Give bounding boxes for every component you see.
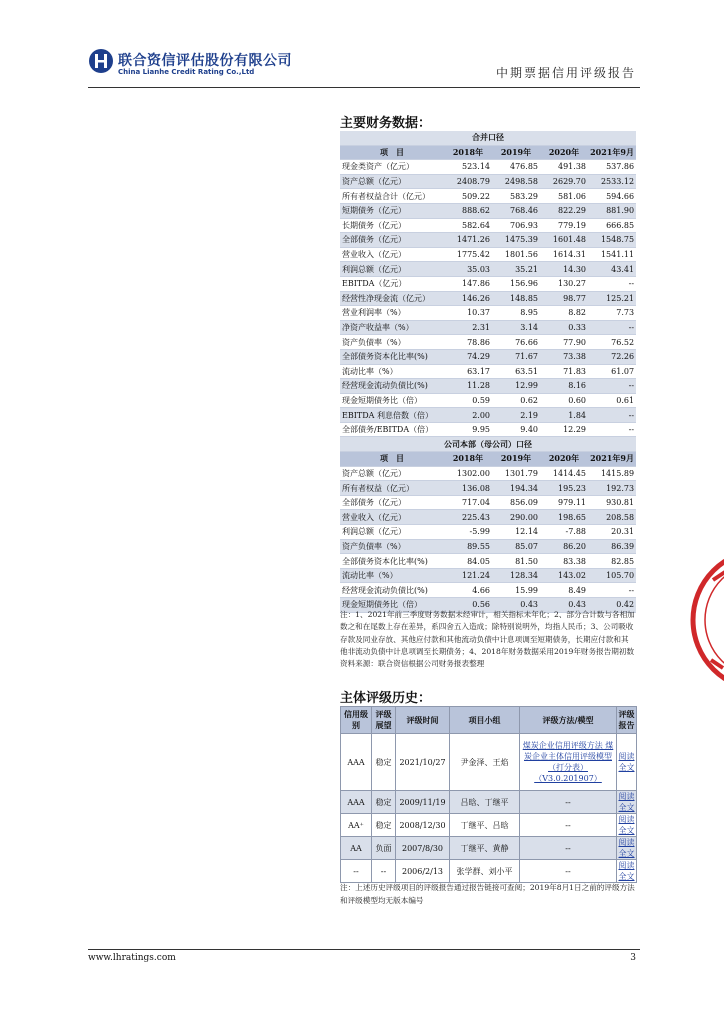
value-cell: 208.58 <box>588 510 636 525</box>
value-cell: 491.38 <box>540 160 588 175</box>
value-cell: -7.88 <box>540 525 588 540</box>
table-row <box>340 583 636 598</box>
table-row <box>340 262 636 277</box>
value-cell: 523.14 <box>444 160 492 175</box>
financial-notes <box>340 609 636 670</box>
value-cell: 143.02 <box>540 568 588 583</box>
value-cell: 3.14 <box>492 320 540 335</box>
value-cell: 225.43 <box>444 510 492 525</box>
company-name-en: China Lianhe Credit Rating Co.,Ltd <box>118 68 255 76</box>
row-label-cell: 净资产收益率（%） <box>340 320 444 335</box>
value-cell: 43.41 <box>588 262 636 277</box>
row-label-cell: 流动比率（%） <box>340 364 444 379</box>
value-cell: 0.43 <box>492 598 540 613</box>
value-cell: -- <box>588 379 636 394</box>
value-cell: 706.93 <box>492 218 540 233</box>
history-cell-level: AAA <box>341 791 372 814</box>
history-cell-level: -- <box>341 860 372 883</box>
value-cell: 11.28 <box>444 379 492 394</box>
history-row <box>341 860 637 883</box>
table-row <box>340 422 636 437</box>
value-cell: 1475.39 <box>492 233 540 248</box>
value-cell: 2.00 <box>444 408 492 423</box>
row-label-cell: 全部债务资本化比率(%) <box>340 554 444 569</box>
value-cell: 0.61 <box>588 393 636 408</box>
value-cell: 888.62 <box>444 203 492 218</box>
history-cell-outlook: -- <box>372 860 396 883</box>
table-row <box>340 320 636 335</box>
value-cell: 130.27 <box>540 276 588 291</box>
value-cell: 666.85 <box>588 218 636 233</box>
value-cell: 768.46 <box>492 203 540 218</box>
history-note: 注：上述历史评级项目的评级报告通过报告链接可查阅；2019年8月1日之前的评级方法和评级模型均无版本编号 <box>340 883 635 905</box>
value-cell: 121.24 <box>444 568 492 583</box>
table-row <box>340 495 636 510</box>
header-divider <box>88 87 640 88</box>
row-label-cell: 利润总额（亿元） <box>340 525 444 540</box>
column-header-year: 2021年9月 <box>588 145 636 160</box>
parent-section-header-label: 公司本部（母公司）口径 <box>340 437 636 452</box>
value-cell: 8.49 <box>540 583 588 598</box>
history-cell-date: 2021/10/27 <box>396 734 450 791</box>
value-cell: 583.29 <box>492 189 540 204</box>
history-cell-date: 2008/12/30 <box>396 814 450 837</box>
value-cell: 509.22 <box>444 189 492 204</box>
table-row <box>340 393 636 408</box>
value-cell: 194.34 <box>492 481 540 496</box>
table-row <box>340 203 636 218</box>
read-report-link[interactable]: 阅读全文 <box>618 838 635 858</box>
value-cell: 77.90 <box>540 335 588 350</box>
value-cell: -- <box>588 320 636 335</box>
value-cell: 156.96 <box>492 276 540 291</box>
row-label-cell: 现金类资产（亿元） <box>340 160 444 175</box>
value-cell: 148.85 <box>492 291 540 306</box>
column-header-year: 2018年 <box>444 145 492 160</box>
history-cell-team: 丁继平、吕晗 <box>450 814 520 837</box>
value-cell: 12.29 <box>540 422 588 437</box>
value-cell: 856.09 <box>492 495 540 510</box>
history-cell-level: AA <box>341 837 372 860</box>
value-cell: 146.26 <box>444 291 492 306</box>
history-cell-method: -- <box>520 814 617 837</box>
value-cell: 594.66 <box>588 189 636 204</box>
row-label-cell: 资产总额（亿元） <box>340 466 444 481</box>
history-cell-date: 2009/11/19 <box>396 791 450 814</box>
value-cell: 1614.31 <box>540 247 588 262</box>
column-header-year: 2020年 <box>540 145 588 160</box>
table-row <box>340 291 636 306</box>
value-cell: 0.59 <box>444 393 492 408</box>
page-header <box>0 0 724 100</box>
row-label-cell: 流动比率（%） <box>340 568 444 583</box>
row-label-cell: 资产负债率（%） <box>340 539 444 554</box>
row-label-cell: 全部债务/EBITDA（倍） <box>340 422 444 437</box>
column-header-item: 项 目 <box>340 145 444 160</box>
row-label-cell: 资产负债率（%） <box>340 335 444 350</box>
row-label-cell: 全部债务（亿元） <box>340 495 444 510</box>
value-cell: 63.51 <box>492 364 540 379</box>
value-cell: 476.85 <box>492 160 540 175</box>
value-cell: 930.81 <box>588 495 636 510</box>
financial-source-text: 资料来源：联合资信根据公司财务报表整理 <box>340 659 485 669</box>
history-cell-method: -- <box>520 860 617 883</box>
history-row <box>341 734 637 791</box>
history-cell-team: 丁继平、黄静 <box>450 837 520 860</box>
value-cell: 147.86 <box>444 276 492 291</box>
history-column-header: 评级展望 <box>372 707 396 734</box>
value-cell: 195.23 <box>540 481 588 496</box>
value-cell: 1.84 <box>540 408 588 423</box>
history-row <box>341 814 637 837</box>
value-cell: 125.21 <box>588 291 636 306</box>
table-row <box>340 306 636 321</box>
value-cell: 2.19 <box>492 408 540 423</box>
table-row <box>340 379 636 394</box>
page-number: 3 <box>630 953 636 963</box>
table-row <box>340 554 636 569</box>
value-cell: 85.07 <box>492 539 540 554</box>
value-cell: 0.62 <box>492 393 540 408</box>
table-row <box>340 525 636 540</box>
table-row <box>340 568 636 583</box>
value-cell: 1775.42 <box>444 247 492 262</box>
column-header-year: 2021年9月 <box>588 452 636 467</box>
rating-method-link[interactable]: 煤炭企业信用评级方法 煤炭企业主体信用评级模型（打分表）（V3.0.201907） <box>520 734 617 791</box>
table-row <box>340 510 636 525</box>
row-label-cell: 利润总额（亿元） <box>340 262 444 277</box>
row-label-cell: 所有者权益（亿元） <box>340 481 444 496</box>
row-label-cell: 经营现金流动负债比(%) <box>340 379 444 394</box>
history-cell-date: 2006/2/13 <box>396 860 450 883</box>
history-column-header: 评级方法/模型 <box>520 707 617 734</box>
value-cell: 582.64 <box>444 218 492 233</box>
row-label-cell: 经营现金流动负债比(%) <box>340 583 444 598</box>
history-cell-team: 尹金泽、王焰 <box>450 734 520 791</box>
value-cell: 63.17 <box>444 364 492 379</box>
read-report-link[interactable]: 阅读全文 <box>618 815 635 835</box>
row-label-cell: EBITDA 利息倍数（倍） <box>340 408 444 423</box>
history-header-row <box>341 707 637 734</box>
value-cell: 14.30 <box>540 262 588 277</box>
financial-note-text: 注：1、2021年前三季度财务数据未经审计，相关指标未年化；2、部分合计数与各相加数之和在尾数上存在差异，系四舍五入造成；除特别说明外，均指人民币；3、公司吸收存款及同业存放、其他应付款和其他流动负债中计息项调至短期债务，长期应付款和其他非流动负债中计息项调至长期债务；4、2018年财务数据采用2019年财务报告期初数 <box>340 610 635 656</box>
row-label-cell: EBITDA（亿元） <box>340 276 444 291</box>
value-cell: 192.73 <box>588 481 636 496</box>
history-cell-outlook: 稳定 <box>372 791 396 814</box>
value-cell: -- <box>588 422 636 437</box>
value-cell: 86.20 <box>540 539 588 554</box>
history-column-header: 评级报告 <box>617 707 637 734</box>
document-title: 中期票据信用评级报告 <box>495 66 636 80</box>
table-row <box>340 466 636 481</box>
history-cell-team: 张学群、刘小平 <box>450 860 520 883</box>
value-cell: 2629.70 <box>540 174 588 189</box>
value-cell: 1471.26 <box>444 233 492 248</box>
value-cell: 10.37 <box>444 306 492 321</box>
value-cell: 83.38 <box>540 554 588 569</box>
history-cell-outlook: 负面 <box>372 837 396 860</box>
value-cell: 2533.12 <box>588 174 636 189</box>
value-cell: 74.29 <box>444 349 492 364</box>
row-label-cell: 所有者权益合计（亿元） <box>340 189 444 204</box>
consolidated-section-header <box>340 131 636 145</box>
value-cell: 81.50 <box>492 554 540 569</box>
value-cell: 9.40 <box>492 422 540 437</box>
value-cell: 128.34 <box>492 568 540 583</box>
history-column-header: 项目小组 <box>450 707 520 734</box>
history-cell-outlook: 稳定 <box>372 734 396 791</box>
value-cell: 1415.89 <box>588 466 636 481</box>
value-cell: 12.99 <box>492 379 540 394</box>
column-header-year: 2020年 <box>540 452 588 467</box>
value-cell: 1302.00 <box>444 466 492 481</box>
read-report-link[interactable]: 阅读全文 <box>617 734 637 791</box>
value-cell: 61.07 <box>588 364 636 379</box>
value-cell: 89.55 <box>444 539 492 554</box>
table-row <box>340 539 636 554</box>
history-row <box>341 791 637 814</box>
value-cell: 881.90 <box>588 203 636 218</box>
value-cell: 1801.56 <box>492 247 540 262</box>
history-cell-team: 吕晗、丁继平 <box>450 791 520 814</box>
history-cell-method: -- <box>520 837 617 860</box>
table-row <box>340 233 636 248</box>
table-row <box>340 481 636 496</box>
value-cell: 979.11 <box>540 495 588 510</box>
history-cell-date: 2007/8/30 <box>396 837 450 860</box>
row-label-cell: 营业收入（亿元） <box>340 510 444 525</box>
value-cell: 35.21 <box>492 262 540 277</box>
value-cell: 2498.58 <box>492 174 540 189</box>
row-label-cell: 营业利润率（%） <box>340 306 444 321</box>
history-cell-level: AA⁺ <box>341 814 372 837</box>
history-column-header: 信用级别 <box>341 707 372 734</box>
history-cell-method: -- <box>520 791 617 814</box>
company-seal-stamp <box>683 520 724 720</box>
value-cell: 1301.79 <box>492 466 540 481</box>
value-cell: 98.77 <box>540 291 588 306</box>
row-label-cell: 现金短期债务比（倍） <box>340 598 444 613</box>
value-cell: 105.70 <box>588 568 636 583</box>
parent-column-headers <box>340 452 636 467</box>
value-cell: 15.99 <box>492 583 540 598</box>
value-cell: 537.86 <box>588 160 636 175</box>
row-label-cell: 全部债务（亿元） <box>340 233 444 248</box>
value-cell: -- <box>588 583 636 598</box>
parent-section-header <box>340 437 636 452</box>
company-name-cn: 联合资信评估股份有限公司 <box>118 53 292 69</box>
column-header-year: 2019年 <box>492 452 540 467</box>
value-cell: 0.56 <box>444 598 492 613</box>
table-row <box>340 189 636 204</box>
table-row <box>340 174 636 189</box>
value-cell: 0.33 <box>540 320 588 335</box>
value-cell: 2408.79 <box>444 174 492 189</box>
value-cell: 78.86 <box>444 335 492 350</box>
financial-section-title: 主要财务数据： <box>340 116 432 131</box>
value-cell: 71.83 <box>540 364 588 379</box>
value-cell: 76.66 <box>492 335 540 350</box>
value-cell: 198.65 <box>540 510 588 525</box>
column-header-year: 2019年 <box>492 145 540 160</box>
value-cell: 7.73 <box>588 306 636 321</box>
history-cell-outlook: 稳定 <box>372 814 396 837</box>
value-cell: 136.08 <box>444 481 492 496</box>
read-report-link[interactable]: 阅读全文 <box>618 861 635 881</box>
value-cell: 86.39 <box>588 539 636 554</box>
column-header-year: 2018年 <box>444 452 492 467</box>
row-label-cell: 资产总额（亿元） <box>340 174 444 189</box>
consolidated-section-header-label: 合并口径 <box>340 131 636 145</box>
value-cell: 1414.45 <box>540 466 588 481</box>
value-cell: -5.99 <box>444 525 492 540</box>
table-row <box>340 364 636 379</box>
row-label-cell: 现金短期债务比（倍） <box>340 393 444 408</box>
value-cell: -- <box>588 276 636 291</box>
read-report-link[interactable]: 阅读全文 <box>618 792 635 812</box>
footer-url[interactable]: www.lhratings.com <box>88 953 176 963</box>
value-cell: 73.38 <box>540 349 588 364</box>
table-row <box>340 408 636 423</box>
value-cell: 0.43 <box>540 598 588 613</box>
history-section-title: 主体评级历史： <box>340 691 432 706</box>
value-cell: 581.06 <box>540 189 588 204</box>
history-row <box>341 837 637 860</box>
row-label-cell: 营业收入（亿元） <box>340 247 444 262</box>
value-cell: 82.85 <box>588 554 636 569</box>
value-cell: 1601.48 <box>540 233 588 248</box>
value-cell: -- <box>588 408 636 423</box>
table-row <box>340 247 636 262</box>
value-cell: 8.95 <box>492 306 540 321</box>
table-row <box>340 335 636 350</box>
value-cell: 8.82 <box>540 306 588 321</box>
row-label-cell: 短期债务（亿元） <box>340 203 444 218</box>
rating-history-table <box>340 706 637 883</box>
value-cell: 8.16 <box>540 379 588 394</box>
value-cell: 20.31 <box>588 525 636 540</box>
value-cell: 12.14 <box>492 525 540 540</box>
value-cell: 35.03 <box>444 262 492 277</box>
table-row <box>340 349 636 364</box>
value-cell: 290.00 <box>492 510 540 525</box>
value-cell: 0.42 <box>588 598 636 613</box>
value-cell: 9.95 <box>444 422 492 437</box>
value-cell: 84.05 <box>444 554 492 569</box>
value-cell: 779.19 <box>540 218 588 233</box>
row-label-cell: 长期债务（亿元） <box>340 218 444 233</box>
table-row <box>340 276 636 291</box>
financial-data-table <box>340 131 636 613</box>
value-cell: 76.52 <box>588 335 636 350</box>
lianhe-logo-icon <box>88 48 114 74</box>
value-cell: 4.66 <box>444 583 492 598</box>
consolidated-column-headers <box>340 145 636 160</box>
value-cell: 0.60 <box>540 393 588 408</box>
value-cell: 71.67 <box>492 349 540 364</box>
table-row <box>340 218 636 233</box>
table-row <box>340 160 636 175</box>
value-cell: 72.26 <box>588 349 636 364</box>
history-column-header: 评级时间 <box>396 707 450 734</box>
row-label-cell: 经营性净现金流（亿元） <box>340 291 444 306</box>
value-cell: 717.04 <box>444 495 492 510</box>
row-label-cell: 全部债务资本化比率(%) <box>340 349 444 364</box>
value-cell: 2.31 <box>444 320 492 335</box>
value-cell: 1548.75 <box>588 233 636 248</box>
footer-divider <box>88 949 640 950</box>
history-cell-level: AAA <box>341 734 372 791</box>
column-header-item: 项 目 <box>340 452 444 467</box>
value-cell: 822.29 <box>540 203 588 218</box>
value-cell: 1541.11 <box>588 247 636 262</box>
